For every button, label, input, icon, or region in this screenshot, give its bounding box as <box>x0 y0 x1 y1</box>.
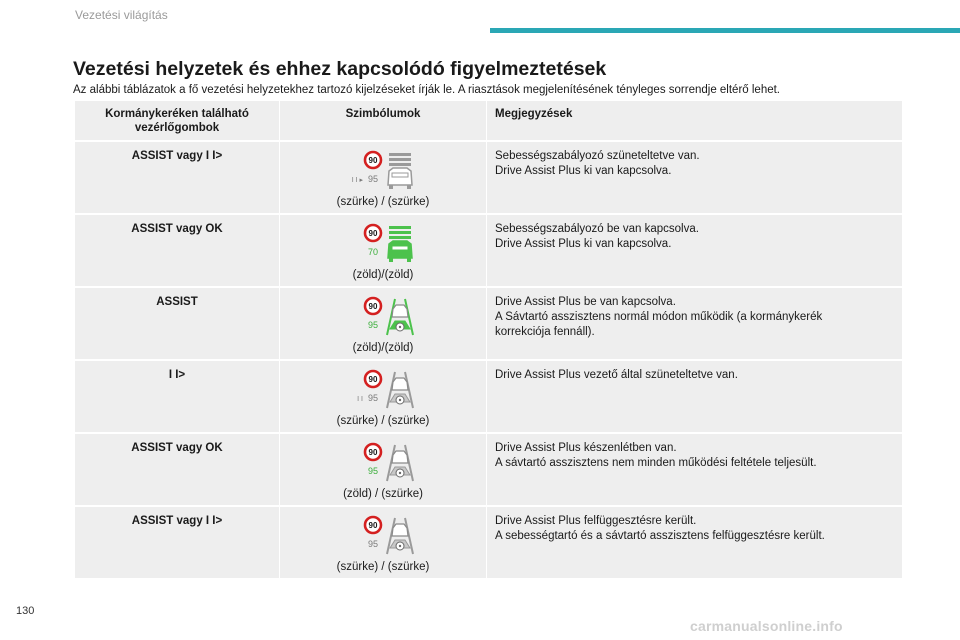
remarks-cell <box>487 361 902 434</box>
header-controls-line2: vezérlőgombok <box>134 122 220 134</box>
intro-paragraph: Az alábbi táblázatok a fő vezetési helyzetekhez tartozó kijelzéseket írják le. A riasztások megjelenítésének tényleges sorrendje eltérő lehet. <box>73 84 781 96</box>
control-cell: I I> <box>75 361 280 434</box>
remark-line: A sávtartó asszisztens nem minden működési feltétele teljesült. <box>495 457 817 469</box>
drive-assist-icon <box>387 372 413 408</box>
symbol-cell <box>280 142 487 215</box>
speed-limit-value: 90 <box>368 302 378 311</box>
remarks-cell <box>487 142 902 215</box>
symbol-cell <box>280 215 487 288</box>
remark-line: A sebességtartó és a sávtartó asszisztens felfüggesztésre került. <box>495 530 825 542</box>
symbol-caption: (zöld)/(zöld) <box>352 342 414 354</box>
remark-line: Drive Assist Plus ki van kapcsolva. <box>495 238 672 250</box>
situations-table <box>75 101 902 580</box>
header-symbols: Szimbólumok <box>280 101 487 142</box>
symbol-cell <box>280 434 487 507</box>
drive-assist-icon <box>387 299 413 335</box>
symbol-caption: (zöld)/(zöld) <box>352 269 414 281</box>
table-row <box>75 434 902 507</box>
header-controls-line1: Kormánykeréken található <box>105 108 249 120</box>
cruise-state-prefix: I I <box>357 396 363 403</box>
cruise-car-icon <box>351 149 415 193</box>
table-row <box>75 361 902 434</box>
remark-line: Sebességszabályozó szüneteltetve van. <box>495 150 700 162</box>
symbol-caption: (zöld) / (szürke) <box>343 488 423 500</box>
symbol-caption: (szürke) / (szürke) <box>336 561 430 573</box>
remark-line: korrekciója fennáll). <box>495 326 595 338</box>
table-header-row <box>75 101 902 142</box>
table-row <box>75 142 902 215</box>
control-cell: ASSIST vagy I I> <box>75 507 280 580</box>
header-remarks: Megjegyzések <box>487 101 902 142</box>
remark-line: Drive Assist Plus készenlétben van. <box>495 442 677 454</box>
speed-limit-value: 90 <box>368 375 378 384</box>
symbol-caption: (szürke) / (szürke) <box>336 196 430 208</box>
drive-assist-icon <box>351 514 415 558</box>
remarks-cell <box>487 507 902 580</box>
cruise-car-icon <box>351 222 415 266</box>
remark-line: Drive Assist Plus ki van kapcsolva. <box>495 165 672 177</box>
table-row <box>75 215 902 288</box>
symbol-cell <box>280 288 487 361</box>
drive-assist-icon <box>351 368 415 412</box>
remark-line: Drive Assist Plus vezető által szüneteltetve van. <box>495 369 738 381</box>
set-speed-value: 95 <box>367 393 379 403</box>
remarks-cell <box>487 434 902 507</box>
drive-assist-icon <box>387 518 413 554</box>
drive-assist-icon <box>351 295 415 339</box>
header-accent-bar <box>490 28 960 33</box>
set-speed-value: 95 <box>367 539 379 549</box>
symbol-cell <box>280 507 487 580</box>
cruise-state-prefix: I I ▸ <box>351 177 363 184</box>
control-cell: ASSIST vagy OK <box>75 215 280 288</box>
page-number: 130 <box>16 605 35 617</box>
drive-assist-icon <box>387 445 413 481</box>
cruise-car-icon <box>388 226 412 262</box>
symbol-caption: (szürke) / (szürke) <box>336 415 430 427</box>
set-speed-value: 70 <box>367 247 379 257</box>
speed-limit-value: 90 <box>368 521 378 530</box>
remarks-cell <box>487 288 902 361</box>
cruise-car-icon <box>388 153 412 189</box>
set-speed-value: 95 <box>367 466 379 476</box>
remark-line: Drive Assist Plus felfüggesztésre került. <box>495 515 697 527</box>
control-cell: ASSIST vagy I I> <box>75 142 280 215</box>
table-row <box>75 288 902 361</box>
set-speed-value: 95 <box>367 320 379 330</box>
speed-limit-value: 90 <box>368 229 378 238</box>
set-speed-value: 95 <box>367 174 379 184</box>
speed-limit-value: 90 <box>368 448 378 457</box>
control-cell: ASSIST <box>75 288 280 361</box>
symbol-cell <box>280 361 487 434</box>
remarks-cell <box>487 215 902 288</box>
remark-line: Sebességszabályozó be van kapcsolva. <box>495 223 699 235</box>
speed-limit-value: 90 <box>368 156 378 165</box>
table-row <box>75 507 902 580</box>
watermark: carmanualsonline.info <box>690 618 843 634</box>
drive-assist-icon <box>351 441 415 485</box>
page-title: Vezetési helyzetek és ehhez kapcsolódó figyelmeztetések <box>73 58 607 80</box>
header-controls <box>75 101 280 142</box>
section-header: Vezetési világítás <box>75 8 168 22</box>
remark-line: A Sávtartó asszisztens normál módon működik (a kormánykerék <box>495 311 823 323</box>
remark-line: Drive Assist Plus be van kapcsolva. <box>495 296 676 308</box>
control-cell: ASSIST vagy OK <box>75 434 280 507</box>
